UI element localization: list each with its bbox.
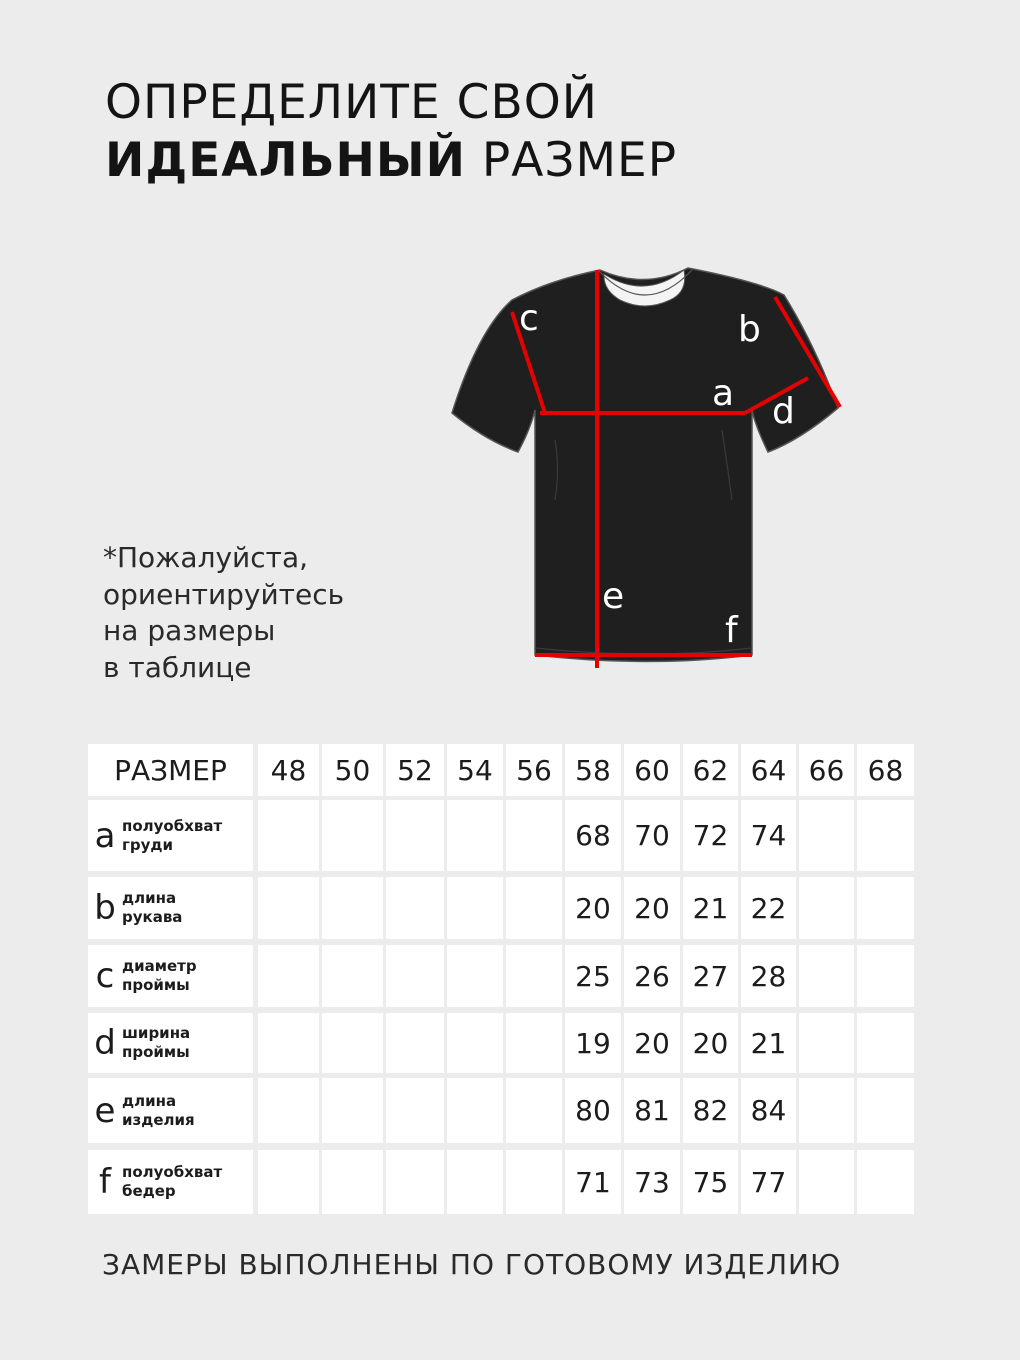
- value-cell: 20: [624, 1013, 680, 1073]
- value-cell: [506, 945, 562, 1007]
- title-rest: РАЗМЕР: [481, 133, 678, 188]
- size-header-cell: 56: [506, 744, 562, 796]
- value-cell: [857, 1013, 914, 1073]
- value-cell: [506, 877, 562, 939]
- label-d: d: [772, 391, 795, 432]
- value-cell: 20: [565, 877, 621, 939]
- value-cell: [447, 945, 503, 1007]
- value-cell: [258, 1078, 319, 1143]
- row-label-cell: [88, 945, 253, 1007]
- size-header-cell: 62: [683, 744, 738, 796]
- value-cell: [322, 877, 383, 939]
- row-label-cell: [88, 800, 253, 871]
- value-cell: [857, 945, 914, 1007]
- value-cell: [447, 877, 503, 939]
- label-a: a: [712, 373, 735, 414]
- value-cell: [857, 1150, 914, 1214]
- value-cell: [799, 1013, 854, 1073]
- value-cell: [386, 945, 444, 1007]
- row-letter: a: [94, 815, 116, 856]
- row-desc: полуобхват бедер: [122, 1163, 223, 1200]
- row-label-cell: [88, 877, 253, 939]
- value-cell: 21: [683, 877, 738, 939]
- value-cell: [506, 800, 562, 871]
- value-cell: [506, 1078, 562, 1143]
- row-letter: e: [94, 1090, 116, 1131]
- value-cell: [799, 877, 854, 939]
- title-bold-word: ИДЕАЛЬНЫЙ: [105, 133, 466, 188]
- value-cell: [447, 1013, 503, 1073]
- row-letter: c: [95, 956, 115, 996]
- label-b: b: [738, 309, 761, 350]
- value-cell: 72: [683, 800, 738, 871]
- value-cell: 21: [741, 1013, 796, 1073]
- value-cell: 77: [741, 1150, 796, 1214]
- value-cell: 26: [624, 945, 680, 1007]
- size-note: *Пожалуйста, ориентируйтесь на размеры в таблице: [103, 541, 345, 684]
- value-cell: [447, 1078, 503, 1143]
- size-header-cell: 54: [447, 744, 503, 796]
- row-letter: d: [94, 1023, 116, 1063]
- label-f: f: [725, 610, 738, 651]
- value-cell: [258, 1150, 319, 1214]
- title-line1: ОПРЕДЕЛИТЕ СВОЙ: [105, 75, 598, 130]
- value-cell: [258, 1013, 319, 1073]
- value-cell: 74: [741, 800, 796, 871]
- row-label-cell: [88, 1078, 253, 1143]
- value-cell: 82: [683, 1078, 738, 1143]
- value-cell: [386, 1078, 444, 1143]
- header-label-cell: [88, 744, 253, 796]
- value-cell: [857, 800, 914, 871]
- value-cell: [322, 800, 383, 871]
- value-cell: 27: [683, 945, 738, 1007]
- value-cell: 75: [683, 1150, 738, 1214]
- value-cell: [386, 877, 444, 939]
- label-c: c: [519, 298, 539, 339]
- header-label: РАЗМЕР: [114, 753, 227, 787]
- row-letter: f: [99, 1162, 111, 1202]
- value-cell: 20: [624, 877, 680, 939]
- value-cell: 81: [624, 1078, 680, 1143]
- row-label-cell: [88, 1013, 253, 1073]
- value-cell: 22: [741, 877, 796, 939]
- value-cell: 68: [565, 800, 621, 871]
- value-cell: 19: [565, 1013, 621, 1073]
- value-cell: [506, 1150, 562, 1214]
- value-cell: 80: [565, 1078, 621, 1143]
- tshirt-measurement-diagram: [440, 262, 850, 674]
- value-cell: [322, 1078, 383, 1143]
- size-header-cell: 68: [857, 744, 914, 796]
- value-cell: [386, 1013, 444, 1073]
- value-cell: [258, 945, 319, 1007]
- value-cell: [447, 1150, 503, 1214]
- value-cell: 28: [741, 945, 796, 1007]
- row-label-cell: [88, 1150, 253, 1214]
- page-title: [105, 74, 677, 190]
- size-header-cell: 64: [741, 744, 796, 796]
- value-cell: [799, 1150, 854, 1214]
- row-desc: полуобхват груди: [122, 816, 223, 854]
- tshirt-shape: [452, 268, 838, 662]
- label-e: e: [602, 576, 625, 617]
- value-cell: [322, 1013, 383, 1073]
- value-cell: [386, 800, 444, 871]
- value-cell: 25: [565, 945, 621, 1007]
- row-desc: длина рукава: [122, 889, 183, 926]
- footer-note: ЗАМЕРЫ ВЫПОЛНЕНЫ ПО ГОТОВОМУ ИЗДЕЛИЮ: [102, 1248, 842, 1281]
- value-cell: [386, 1150, 444, 1214]
- row-desc: ширина проймы: [122, 1024, 191, 1061]
- value-cell: [799, 800, 854, 871]
- size-header-cell: 52: [386, 744, 444, 796]
- value-cell: [322, 945, 383, 1007]
- row-letter: b: [94, 888, 116, 928]
- row-desc: длина изделия: [122, 1091, 195, 1129]
- value-cell: [857, 877, 914, 939]
- size-header-cell: 66: [799, 744, 854, 796]
- row-desc: диаметр проймы: [122, 957, 197, 994]
- size-header-cell: 50: [322, 744, 383, 796]
- value-cell: 84: [741, 1078, 796, 1143]
- value-cell: 71: [565, 1150, 621, 1214]
- size-header-cell: 60: [624, 744, 680, 796]
- size-header-cell: 58: [565, 744, 621, 796]
- value-cell: [258, 877, 319, 939]
- value-cell: 70: [624, 800, 680, 871]
- value-cell: [799, 945, 854, 1007]
- size-header-cell: 48: [258, 744, 319, 796]
- value-cell: [322, 1150, 383, 1214]
- value-cell: [258, 800, 319, 871]
- value-cell: 73: [624, 1150, 680, 1214]
- value-cell: [799, 1078, 854, 1143]
- value-cell: [857, 1078, 914, 1143]
- value-cell: [447, 800, 503, 871]
- value-cell: [506, 1013, 562, 1073]
- value-cell: 20: [683, 1013, 738, 1073]
